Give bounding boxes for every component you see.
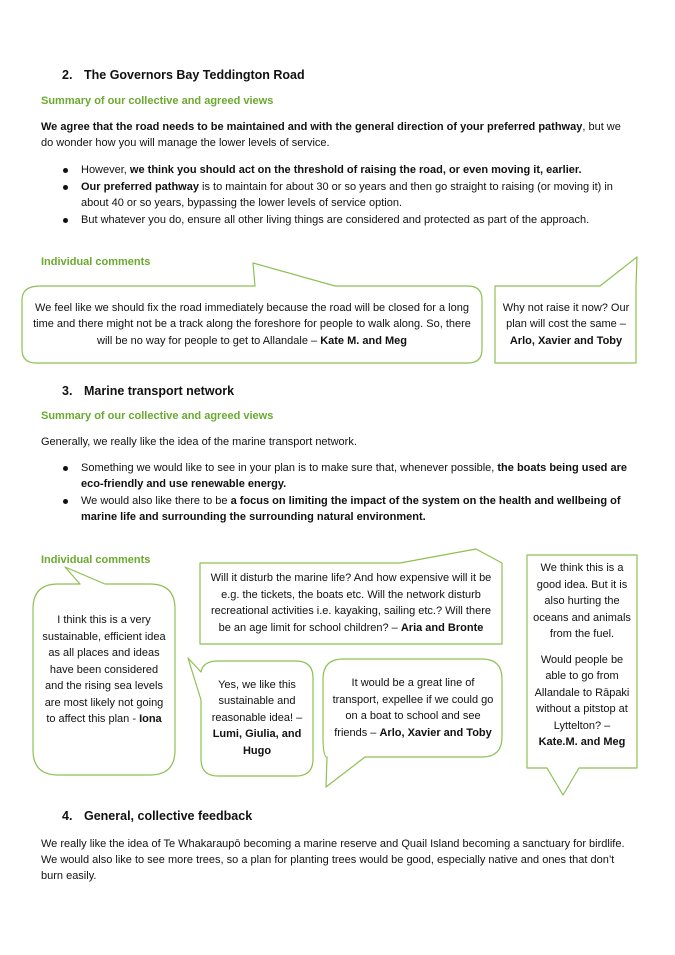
- comment-text: Why not raise it now? Our plan will cost the same –: [502, 301, 630, 331]
- comment-author: Kate M. and Meg: [320, 334, 407, 347]
- comment-author: Aria and Bronte: [400, 621, 484, 634]
- comment-text: Would people be able to go from Allandale to Rāpaki without a pitstop at Lyttelton? –: [534, 653, 630, 732]
- comment-bubble-iona: [40, 590, 168, 750]
- section-3-summary-heading: Summary of our collective and agreed views: [41, 410, 274, 422]
- section-4-number: 4.: [62, 809, 73, 823]
- comment-text: I think this is a very sustainable, efficient idea as all places and ideas have been considered and the rising sea levels are most likely not going to affect this plan -: [42, 614, 166, 726]
- section-3-comments-heading: Individual comments: [41, 554, 151, 566]
- section-2-title: The Governors Bay Teddington Road: [84, 68, 305, 82]
- section-4-body: We really like the idea of Te Whakaraupō becoming a marine reserve and Quail Island becoming a sanctuary for birdlife. We would also like to see more trees, so a plan for planting trees would be good, especially native and ones that don’t burn easily.: [41, 838, 625, 882]
- section-3-bullet: Something we would like to see in your plan is to make sure that, whenever possible, the boats being used are eco-friendly and use renewable energy.: [41, 460, 637, 492]
- section-3-intro: Generally, we really like the idea of the marine transport network.: [41, 436, 357, 448]
- section-3-number: 3.: [62, 384, 73, 398]
- comment-text: We feel like we should fix the road immediately because the road will be closed for a long time and there might not be a track along the foreshore for people to walk along. So, there will be no way for people to get to Allandale –: [33, 301, 471, 347]
- section-2-number: 2.: [62, 68, 73, 82]
- comment-bubble-kate-meg-marine: [532, 560, 632, 763]
- comment-bubble-arlo-xavier-toby-marine: [330, 663, 496, 753]
- comment-author: Kate.M. and Meg: [538, 736, 626, 748]
- comment-text: It would be a great line of transport, expellee if we could go on a boat to school and see friends –: [332, 677, 494, 739]
- comment-text: We think this is a good idea. But it is also hurting the oceans and animals from the fuel.: [533, 562, 631, 640]
- section-2-comments-heading: Individual comments: [41, 256, 151, 268]
- section-4-heading: [62, 809, 252, 823]
- comment-author: Arlo, Xavier and Toby: [379, 726, 492, 739]
- comment-bubble-kate-meg: [30, 290, 474, 359]
- section-2-bullet: However, we think you should act on the threshold of raising the road, or even moving it, earlier.: [41, 162, 637, 178]
- comment-author: Lumi, Giulia, and Hugo: [212, 728, 302, 757]
- section-2-intro-rest: , but we do wonder how you will manage the lower levels of service.: [41, 121, 621, 149]
- section-2-intro-bold: We agree that the road needs to be maintained and with the general direction of your preferred pathway: [41, 121, 583, 133]
- comment-bubble-aria-bronte: [205, 566, 497, 640]
- section-2-summary-heading: Summary of our collective and agreed views: [41, 95, 274, 107]
- section-4-title: General, collective feedback: [84, 809, 253, 823]
- section-3-title: Marine transport network: [84, 384, 235, 398]
- section-2-bullet: Our preferred pathway is to maintain for about 30 or so years and then go straight to raising (or moving it) in about 40 or so years, bypassing the lower levels of service option.: [41, 179, 637, 211]
- section-3-bullet-list: [41, 460, 637, 526]
- comment-text: Will it disturb the marine life? And how expensive will it be e.g. the tickets, the boats etc. Will the network disturb recreational activities i.e. kayaking, sailing etc.? Will there be an age limit for school children? –: [210, 572, 492, 634]
- comment-bubble-lumi-giulia-hugo: [206, 666, 308, 770]
- comment-text: Yes, we like this sustainable and reasonable idea! –: [211, 678, 303, 724]
- section-3-heading: [62, 384, 234, 398]
- comment-author: Iona: [139, 713, 162, 726]
- comment-bubble-arlo-xavier-toby: [500, 290, 632, 359]
- section-3-bullet: We would also like there to be a focus on limiting the impact of the system on the health and wellbeing of marine life and surrounding the surrounding natural environment.: [41, 493, 637, 525]
- comment-author: Arlo, Xavier and Toby: [509, 334, 623, 347]
- section-2-bullet: But whatever you do, ensure all other living things are considered and protected as part of the approach.: [41, 212, 637, 228]
